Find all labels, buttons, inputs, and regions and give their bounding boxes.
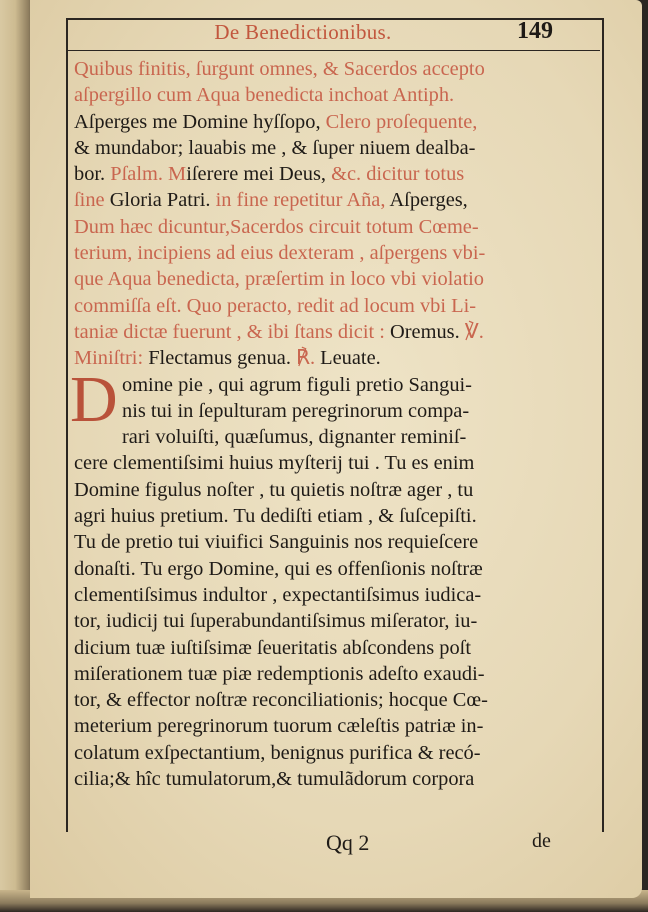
- prayer-line: nis tui in ſepulturam peregrinorum compa-: [122, 399, 470, 422]
- text-line: [74, 293, 574, 319]
- prayer-line: Tu de pretio tui viuifici Sanguinis nos requieſcere: [74, 531, 479, 554]
- rubric-text: que Aqua benedicta, præſertim in loco vbi violatio: [74, 268, 484, 291]
- spoken-text: Aſperges,: [389, 189, 468, 212]
- rubric-text: terium, incipiens ad eius dexteram , aſpergens vbi-: [74, 242, 486, 265]
- rubric-text: ℣.: [464, 320, 484, 343]
- spoken-text: Leuate.: [320, 347, 381, 370]
- spoken-text: O: [390, 320, 405, 343]
- rubric-text: Miniſtri:: [74, 347, 149, 370]
- text-line: [74, 187, 574, 213]
- text-line: [74, 161, 574, 187]
- text-line: [74, 319, 574, 345]
- prayer-line: colatum exſpectantium, benignus purifica & recó-: [74, 741, 481, 764]
- prayer-line: cilia;& hîc tumulatorum,& tumulãdorum corpora: [74, 768, 475, 791]
- prayer-line: donaſti. Tu ergo Domine, qui es offenſionis noſtræ: [74, 557, 483, 580]
- prayer-line: rari voluiſti, quæſumus, dignanter reminiſ-: [122, 426, 467, 449]
- prayer-line: cere clementiſsimi huius myſterij tui . Tu es enim: [74, 452, 475, 475]
- running-header: De Benedictionibus.: [214, 20, 392, 44]
- header-rule: [66, 50, 600, 51]
- rubric-text: Dum hæc dicuntur,Sacerdos circuit totum Cœme-: [74, 215, 479, 238]
- spoken-text: loria Patri.: [124, 189, 216, 212]
- prayer-line: tor, iudicij tui ſuperabundantiſsimus miſerator, iu-: [74, 610, 478, 633]
- page-text: [70, 56, 574, 792]
- prayer-line: agri huius pretium. Tu dediſti etiam , & ſuſcepiſti.: [74, 505, 477, 528]
- spoken-text: Flectamus genua.: [148, 347, 297, 370]
- text-line: [74, 82, 574, 108]
- drop-cap: D: [70, 362, 118, 436]
- rubric-text: in fine repetitur Aña,: [215, 189, 390, 212]
- rubric-text: Clero proſequente,: [325, 110, 478, 133]
- rubric-text: taniæ dictæ fuerunt , & ibi ſtans dicit :: [74, 320, 391, 343]
- spoken-text: & mundabor; lauabis me , & ſuper niuem dealba-: [74, 136, 476, 159]
- text-line: [74, 214, 574, 240]
- text-line: [74, 266, 574, 292]
- spoken-text: G: [109, 189, 125, 212]
- prayer-line: omine pie , qui agrum figuli pretio Sangui-: [122, 373, 472, 396]
- rubric-text: Pſalm. M: [110, 163, 187, 186]
- prayer-line: Domine figulus noſter , tu quietis noſtræ ager , tu: [74, 478, 474, 501]
- prayer-line: dicium tuæ iuſtiſsimæ ſeueritatis abſcondens poſt: [74, 636, 472, 659]
- text-line: [74, 56, 574, 82]
- spoken-text: iſerere mei Deus,: [186, 163, 332, 186]
- prayer-line: meterium peregrinorum tuorum cæleſtis patriæ in-: [74, 715, 484, 738]
- catchword: de: [532, 830, 551, 852]
- rubric-text: aſpergillo cum Aqua benedicta inchoat Antiph.: [74, 84, 455, 107]
- rubric-text: &c. dicitur totus: [331, 163, 465, 186]
- text-line: [74, 240, 574, 266]
- rubric-text: commiſſa eſt. Quo peracto, redit ad locum vbi Li-: [74, 294, 477, 317]
- text-line: [74, 345, 574, 371]
- spoken-text: Aſperges me Domine hyſſopo,: [74, 110, 326, 133]
- text-line: [74, 109, 574, 135]
- spoken-text: remus.: [404, 320, 465, 343]
- prayer-line: tor, & effector noſtræ reconciliationis; hocque Cœ-: [74, 689, 488, 712]
- prayer-block: [70, 362, 574, 793]
- rubric-text: Quibus finitis, ſurgunt omnes, & Sacerdos accepto: [74, 58, 485, 80]
- signature-mark: Qq 2: [326, 830, 370, 855]
- rubric-block: [74, 56, 574, 372]
- spoken-text: bor.: [74, 163, 111, 186]
- prayer-line: clementiſsimus indultor , expectantiſsimus iudica-: [74, 583, 482, 606]
- rubric-text: ℟.: [296, 347, 321, 370]
- prayer-text: [74, 372, 574, 793]
- page-number: 149: [517, 18, 553, 44]
- prayer-line: miſerationem tuæ piæ redemptionis adeſto exaudi-: [74, 662, 485, 685]
- rubric-text: ſine: [74, 189, 110, 212]
- text-line: [74, 135, 574, 161]
